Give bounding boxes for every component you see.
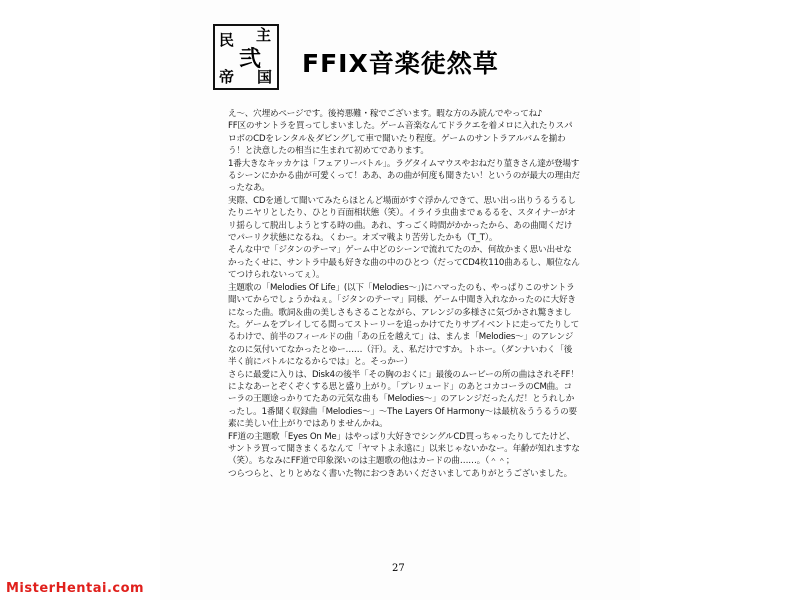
paragraph-5: そんな中で「ジタンのテーマ」ゲーム中どのシーンで流れてたのか、何故かまく思い出せなかったくせに、サントラ中最も好きな曲の中のひとつ（だってCD4枚110曲あるし、順位なんてつけられないってぇ）。 [228,245,580,281]
logo-char-1: 民 [219,31,235,49]
paragraph-1: え～、穴埋めページです。後袴悪難・稼でございます。暇な方のみ読んでやってね♪ [228,109,543,119]
paragraph-8: FF道の主題歌「Eyes On Me」はやっぱり大好きでシングルCD買っちゃったりしてたけど、サントラ買って聞きまくるなんて「ヤマトよ永遠に」以来じゃないかなー。年齢が知れますな（笑）。ちなみにFF道で印象深いのは主題歌の他はカードの曲……。（＾＾； [228,431,580,467]
page-number: 27 [392,563,405,574]
paragraph-4: 実際、CDを通して聞いてみたらほとんど場面がすぐ浮かんできて、思い出っ出りうるうるしたりニヤリとしたり、ひとり百面相状態（笑）。イライラ虫曲までぁるるを、スタイナーがオリ揺らして脱出しようとする時の曲。あれ、すっごく時間がかかったから、あの曲聞くだけでパーリク状態になるね。くわー。オズマ戦より苦労したかも（T_T）。 [228,195,576,244]
paragraph-9: つらつらと、とりとめなく書いた物におつきあいくださいましてありがとうございました。 [228,468,572,479]
paragraph-6: 主題歌の「Melodies Of Life」(以下「Melodies～」)にハマったのも、やっぱりこのサントラ聞いてからでしょうかねぇ。「ジタンのテーマ」同様、ゲーム中聞き入れなかったのに大好きになった曲。歌詞＆曲の美しさもさることながら、アレンジの多様さに気づかされ驚きました。ゲームをプレイしてる間ってストーリーを追っかけてたりサブイベントに走ってたりしてるわけで、前半のフィールドの曲「あの丘を越えて」は、まんま「Melodies～」のアレンジなのに気付いてなかったとゆー……（汗）。え、私だけですか。トホー。（ダンナいわく「後半く前にバトルになるからでは」と。そっかー） [228,282,579,368]
logo-char-3: 弐 [239,46,262,72]
logo-char-4: 帝 [219,68,235,86]
article-body [228,108,580,480]
paragraph-3: 1番大きなキッカケは「フェアリーバトル」。ラグタイムマウスやおねだり菫きさん達が登場するシーンにかかる曲が可愛くって！ああ、あの曲が何度も聞きたい！というのが最大の理由だったなあ。 [228,158,580,194]
paragraph-2: FF区のサントラを買ってしまいました。ゲーム音楽なんてドラクエを着メロに入れたりスパロボのCDをレンタル＆ダビングして車で聞いたり程度。ゲームのサントラアルバムを揃わう！と決意したの相当に生まれて初めてであります。 [228,121,573,157]
circle-logo-seal [213,24,279,90]
page-title: FFIX音楽徒然草 [302,49,499,78]
logo-char-5: 国 [256,68,272,86]
site-watermark: MisterHentai.com [6,581,145,596]
paragraph-7: さらに最愛に入りは、Disk4の後半「その胸のおくに」最後のムービーの所の曲はされそFF！によなあーとぞくぞくする思と盛り上がり。「プレリュード」のあとコカコーラのCM曲。コーラの王題途っかりてたあの元気な曲も「Melodies～」のアレンジだったんだ！とうれしかったし。1番聞く収録曲「Melodies～」～The Layers Of Harmony～は最杭＆ううるうの要素に美しい仕上がりではありませんかね。 [228,369,579,430]
logo-char-2: 主 [255,26,271,44]
